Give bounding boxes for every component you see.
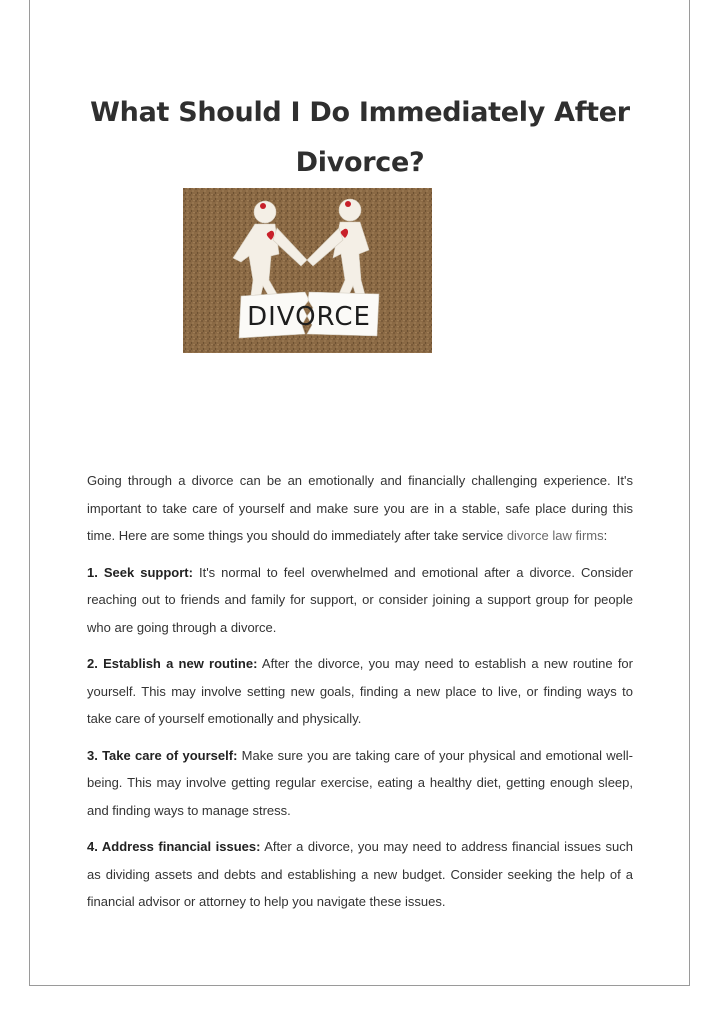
- item-heading: 4. Address financial issues:: [87, 839, 261, 854]
- article-body: [87, 467, 633, 925]
- item-heading: 3. Take care of yourself:: [87, 747, 238, 763]
- divorce-illustration: [183, 188, 432, 353]
- list-item: 4. Address financial issues: After a divorce, you may need to address financial issues such as dividing assets and debts and establishing a new budget. Consider seeking the help of a financial advisor or attorney to help you navigate these issues.: [87, 839, 633, 909]
- page-title: What Should I Do Immediately After Divorce?: [90, 97, 630, 178]
- list-item: 1. Seek support: It's normal to feel overwhelmed and emotional after a divorce. Consider reaching out to friends and family for support, or consider joining a support group for people who are going through a divorce.: [87, 564, 634, 635]
- item-heading: 1. Seek support:: [87, 564, 193, 580]
- item-heading: 2. Establish a new routine:: [87, 656, 258, 671]
- divorce-law-firms-link[interactable]: divorce law firms: [506, 528, 604, 543]
- intro-paragraph: Going through a divorce can be an emotionally and financially challenging experience. It's important to take care of yourself and make sure you are in a stable, safe place during this time. Here are some things you should do immediately after take service divorce law firms:: [87, 473, 633, 543]
- list-item: 3. Take care of yourself: Make sure you are taking care of your physical and emotional well-being. This may involve getting regular exercise, eating a healthy diet, getting enough sleep, and finding ways to manage stress.: [87, 747, 634, 818]
- divorce-sign-text: DIVORCE: [247, 302, 371, 332]
- list-item: 2. Establish a new routine: After the divorce, you may need to establish a new routine for yourself. This may involve setting new goals, finding a new place to live, or finding ways to take care of yourself emotionally and physically.: [87, 656, 633, 726]
